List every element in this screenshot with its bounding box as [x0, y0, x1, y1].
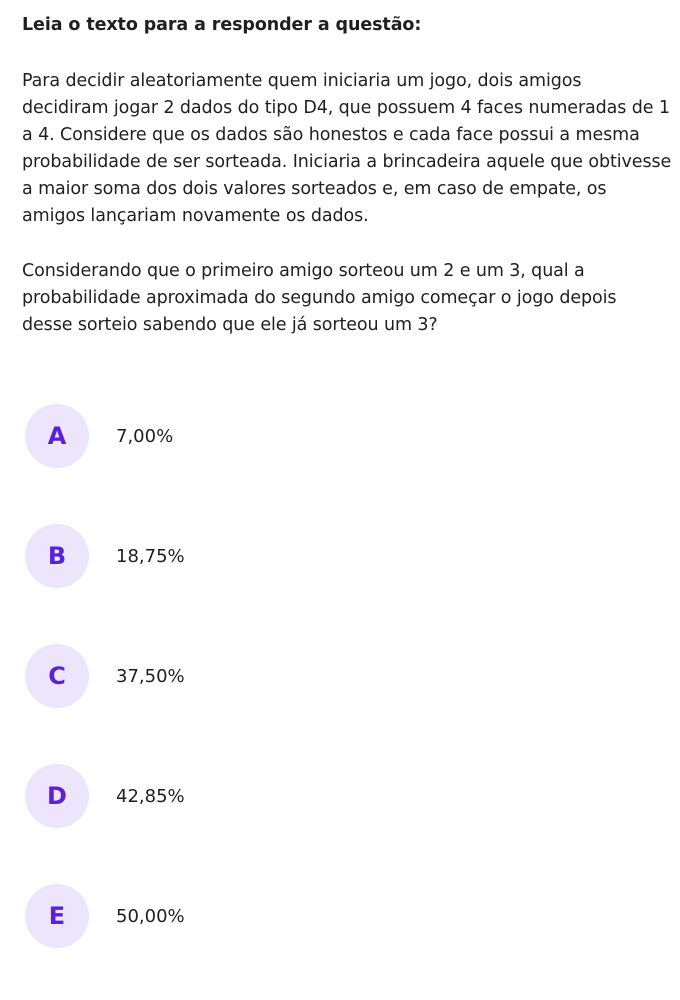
option-text: 7,00% [116, 425, 174, 447]
answer-options [25, 400, 665, 1000]
option-text: 37,50% [116, 665, 185, 687]
question-block [22, 12, 672, 339]
option-letter-badge: E [25, 884, 89, 948]
question-paragraph-prompt: Considerando que o primeiro amigo sorteou um 2 e um 3, qual a probabilidade aproximada do segundo amigo começar o jogo depois desse sorteio sabendo que ele já sorteou um 3? [22, 261, 617, 335]
option-text: 18,75% [116, 545, 185, 567]
question-paragraph-context: Para decidir aleatoriamente quem iniciaria um jogo, dois amigos decidiram jogar 2 dados do tipo D4, que possuem 4 faces numeradas de 1 a 4. Considere que os dados são honestos e cada face possui a mesma probabilidade de ser sorteada. Iniciaria a brincadeira aquele que obtivesse a maior soma dos dois valores sorteados e, em caso de empate, os amigos lançariam novamente os dados. [22, 71, 672, 226]
option-text: 50,00% [116, 905, 185, 927]
option-a[interactable] [25, 400, 665, 472]
question-intro: Leia o texto para a responder a questão: [22, 15, 422, 35]
option-e[interactable] [25, 880, 665, 952]
option-letter-badge: B [25, 524, 89, 588]
option-letter-badge: D [25, 764, 89, 828]
option-c[interactable] [25, 640, 665, 712]
option-text: 42,85% [116, 785, 185, 807]
option-b[interactable] [25, 520, 665, 592]
option-letter-badge: C [25, 644, 89, 708]
option-d[interactable] [25, 760, 665, 832]
option-letter-badge: A [25, 404, 89, 468]
